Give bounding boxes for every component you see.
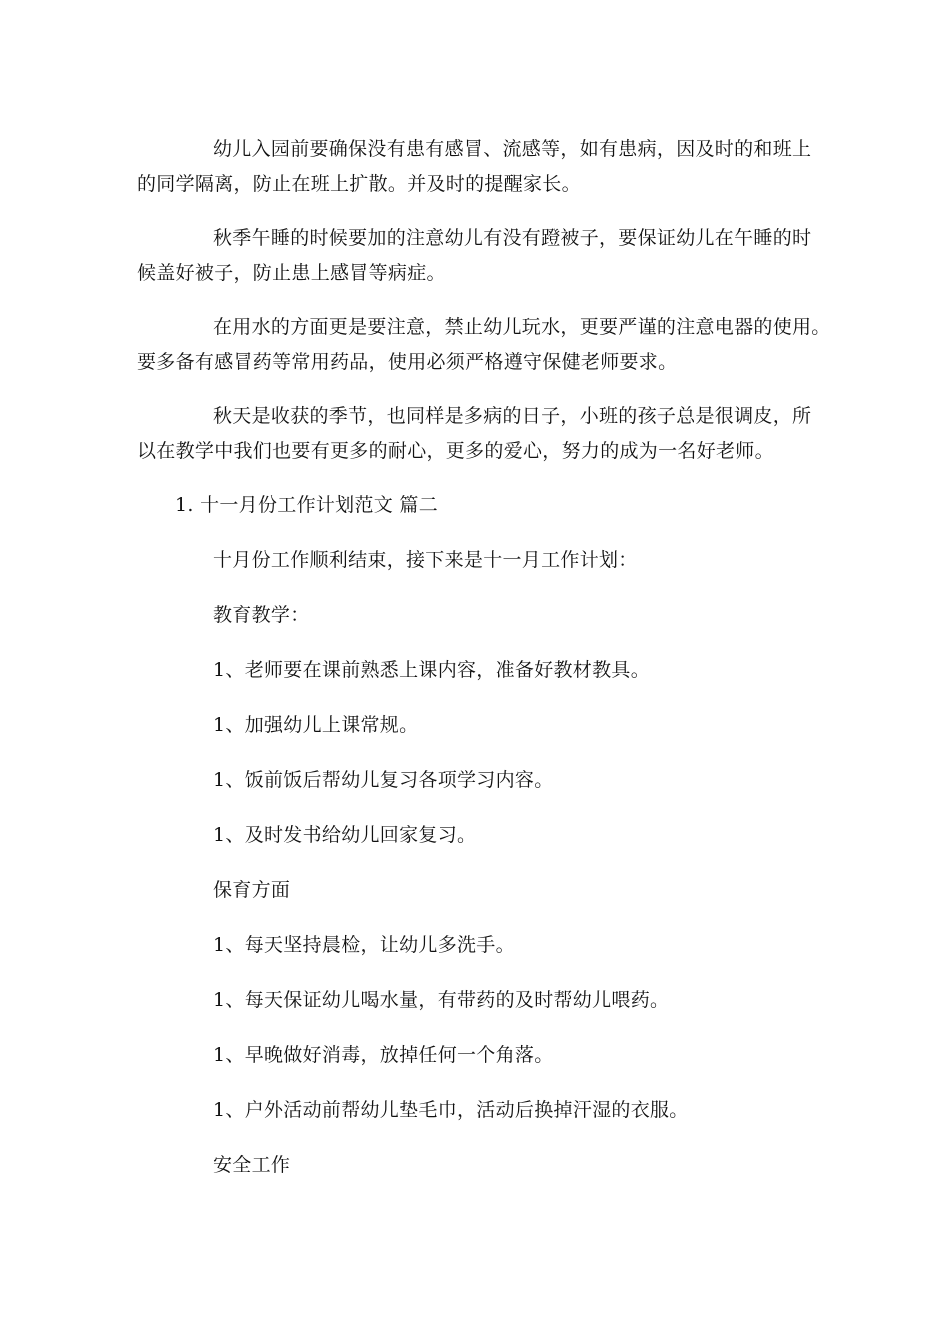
education-item-1: 1、老师要在课前熟悉上课内容，准备好教材教具。 [213,659,650,681]
care-item-2: 1、每天保证幼儿喝水量，有带药的及时帮幼儿喂药。 [213,989,670,1011]
paragraph-1-line-2: 的同学隔离，防止在班上扩散。并及时的提醒家长。 [137,173,581,195]
education-item-3: 1、饭前饭后帮幼儿复习各项学习内容。 [213,769,554,791]
intro-text: 十月份工作顺利结束，接下来是十一月工作计划： [213,549,638,571]
care-item-3: 1、早晚做好消毒，放掉任何一个角落。 [213,1044,554,1066]
education-item-4: 1、及时发书给幼儿回家复习。 [213,824,477,846]
paragraph-3-line-1: 在用水的方面更是要注意，禁止幼儿玩水，更要严谨的注意电器的使用。 [213,316,831,338]
paragraph-4-line-1: 秋天是收获的季节，也同样是多病的日子，小班的孩子总是很调皮，所 [213,405,812,427]
paragraph-2-line-2: 候盖好被子，防止患上感冒等病症。 [137,262,446,284]
safety-title: 安全工作 [213,1154,291,1176]
education-title: 教育教学： [213,604,310,626]
paragraph-4-line-2: 以在教学中我们也要有更多的耐心，更多的爱心，努力的成为一名好老师。 [137,440,774,462]
care-item-1: 1、每天坚持晨检，让幼儿多洗手。 [213,934,515,956]
paragraph-3-line-2: 要多备有感冒药等常用药品，使用必须严格遵守保健老师要求。 [137,351,678,373]
care-item-4: 1、户外活动前帮幼儿垫毛巾，活动后换掉汗湿的衣服。 [213,1099,689,1121]
section-heading: 1. 十一月份工作计划范文 篇二 [175,494,439,516]
paragraph-1-line-1: 幼儿入园前要确保没有患有感冒、流感等，如有患病，因及时的和班上 [213,138,812,160]
paragraph-2-line-1: 秋季午睡的时候要加的注意幼儿有没有蹬被子，要保证幼儿在午睡的时 [213,227,812,249]
care-title: 保育方面 [213,879,291,901]
education-item-2: 1、加强幼儿上课常规。 [213,714,419,736]
